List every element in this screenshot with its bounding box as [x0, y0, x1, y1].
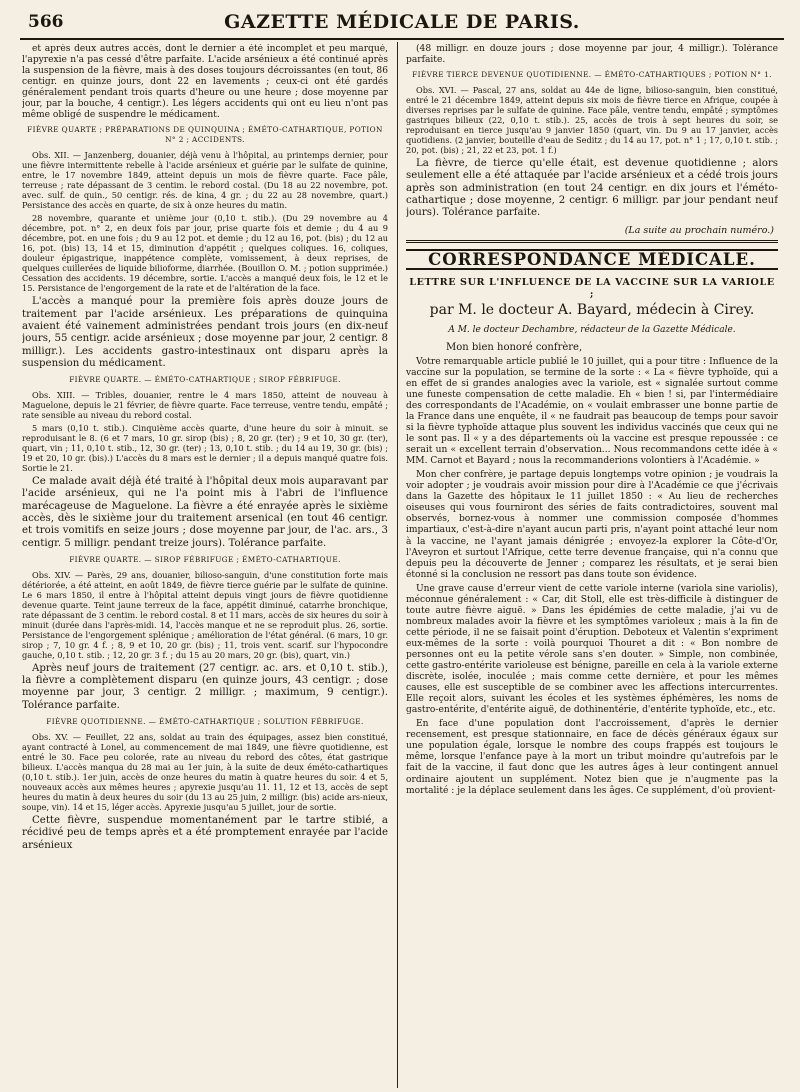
letter-paragraph: En face d'une population dont l'accroissement, d'après le dernier recensement, est presque stationnaire, en face de décès généraux égaux sur une population égale, lorsque le nombre des coups frappés est toujours le même, lorsque l'enfance paye à la mort un tribut moindre qu'autrefois par le fait de la vaccine, il faut donc que les autres âges à leur contingent annuel ordinaire ajoutent un supplément. Notez bien que je n'augmente pas la mortalité : je la déplace seulement dans les âges. Ce supplément, d'où provient- [406, 719, 778, 796]
observation-paragraph: 28 novembre, quarante et unième jour (0,10 t. stib.). (Du 29 novembre au 4 décembre, pot. n° 2, en deux fois par jour, prise quarte fois et demie ; du 4 au 9 décembre, pot. en une fois ; du 9 au 12 pot. et demie ; du 12 au 16, pot. (bis) ; du 12 au 16, pot. (bis) 13, 14 et 15, diminution d'appétit ; quelques coliques. 16, coliques, douleur épigastrique, inappétence complète, vomissement, à deux reprises, de quelques cuillerées de liquide bilioforme, diarrhée. (Bouillon O. M. ; potion supprimée.) Cessation des accidents. 19 décembre, sortie. L'accès a manqué deux fois, le 12 et le 15. Persistance de l'engorgement de la rate et de l'altération de la face. [22, 213, 388, 294]
letter-paragraph: Mon cher confrère, je partage depuis longtemps votre opinion ; je voudrais la voir adopter ; je voudrais avoir mission pour dire à l'Académie ce que j'écrivais dans la Gazette des hôpitaux le 11 juillet 1850 : « Au lieu de recherches oiseuses qui vous fourniront des séries de faits contradictoires, souvent mal observés, bornez-vous à nommer une commission composée d'hommes impartiaux, c'est-à-dire n'ayant aucun parti pris, n'ayant point attaché leur nom à la vaccine, ne l'ayant jamais dénigrée ; envoyez-la explorer la Côte-d'Or, l'Aveyron et surtout l'Afrique, cette terre devenue française, qui n'a connu que depuis peu la découverte de Jenner ; comparez les résultats, et je serai bien étonné si la conclusion ne ressort pas dans toute son évidence. [406, 470, 778, 580]
letter-paragraph: Une grave cause d'erreur vient de cette variole interne (variola sine variolis), méconnue généralement : « Car, dit Stoll, elle est très-difficile à distinguer de toute autre fièvre aiguë. » Dans les épidémies de cette maladie, j'ai vu de nombreux malades avoir la fièvre et les symptômes varioleux ; mais à la fin de cette période, il ne se faisait point d'éruption. Deboteux et Valentin s'expriment eux-mêmes de la sorte : voilà pourquoi Thouret a dit : « Bon nombre de personnes ont eu la petite vérole sans s'en douter. » Simple, non combinée, cette gastro-entérite varioleuse est bénigne, pareille en cela à la variole externe discrète, isolée, inoculée ; mais comme cette dernière, et pour les mêmes causes, elle est susceptible de se combiner avec les affections intercurrentes. Elle reçoit alors, suivant les écoles et les systèmes éphémères, les noms de gastro-entérite, d'entérite aiguë, de dothinentérie, d'entérite typhoïde, etc., etc. [406, 583, 778, 716]
section-separator [406, 240, 778, 243]
commentary-paragraph: Après neuf jours de traitement (27 centigr. ac. ars. et 0,10 t. stib.), la fièvre a complètement disparu (en quinze jours, 43 centigr. ; dose moyenne par jour, 3 centigr. 2 milligr. ; maximum, 9 centigr.). Tolérance parfaite. [22, 662, 388, 711]
letter-paragraph: Votre remarquable article publié le 10 juillet, qui a pour titre : Influence de la vaccine sur la population, se termine de la sorte : « La « fièvre typhoïde, qui a en effet de si grandes analogies avec la variole, est « signalée surtout comme une funeste compensation de cette maladie. Eh « bien ! si, par l'intermédiaire des correspondants de l'Académie, on « voulait embrasser une bonne partie de la France dans une enquête, il « ne faudrait pas beaucoup de temps pour savoir si la fièvre typhoïde attaque plus souvent les individus vaccinés que ceux qui ne le sont pas. Il « y a des départements où la vaccine est presque repoussée : ce serait un « excellent terrain d'observation... Nous recommandons cette idée à « MM. Carnot et Bayard ; nous la recommanderions volontiers à l'Académie. » [406, 356, 778, 467]
section-heading: FIÈVRE QUOTIDIENNE. — ÉMÉTO-CATHARTIQUE ; SOLUTION FÉBRIFUGE. [46, 717, 364, 727]
observation-paragraph: Obs. XIII. — Tribles, douanier, rentre le 4 mars 1850, atteint de nouveau à Maguelone, depuis le 21 février, de fièvre quarte. Face terreuse, ventre tendu, empâté ; rate sensible au niveau du rebord costal. [22, 390, 388, 421]
letter-author: par M. le docteur A. Bayard, médecin à Cirey. [429, 301, 755, 318]
section-heading: FIÈVRE TIERCE DEVENUE QUOTIDIENNE. — ÉMÉTO-CATHARTIQUES ; POTION N° 1. [412, 70, 772, 80]
commentary-paragraph: L'accès a manqué pour la première fois après douze jours de traitement par l'acide arsénieux. Les préparations de quinquina avaient été vainement administrées pendant trois jours (en dix-neuf jours, 55 centigr. acide arsénieux ; dose moyenne par jour, 2 centigr. 8 milligr.). Les accidents gastro-intestinaux ont disparu après la suspension du médicament. [22, 296, 388, 369]
observation-paragraph: 5 mars (0,10 t. stib.). Cinquième accès quarte, d'une heure du soir à minuit. se reproduisant le 8. (6 et 7 mars, 10 gr. sirop (bis) ; 8, 20 gr. (ter) ; 9 et 10, 30 gr. (ter), quart, vin ; 11, 0,10 t. stib., 12, 30 gr. (ter) ; 13, 0,10 t. stib. ; du 14 au 19, 30 gr. (bis) ; 19 et 20, 10 gr. (bis).) L'accès du 8 mars est le dernier ; il a depuis manqué quatre fois. Sortie le 21. [22, 423, 388, 474]
observation-paragraph: Obs. XIV. — Parès, 29 ans, douanier, bilioso-sanguin, d'une constitution forte mais détériorée, a été atteint, en août 1849, de fièvre tierce guérie par le sulfate de quinine. Le 6 mars 1850, il entre à l'hôpital atteint depuis vingt jours de fièvre quotidienne devenue quarte. Teint jaune terreux de la face, appétit diminué, catarrhe bronchique, rate dépassant de 3 centim. le rebord costal. 8 et 11 mars, accès de six heures du soir à minuit (durée dans l'après-midi. 14, l'accès manque et ne se reproduit plus. 26, sortie. Persistance de l'engorgement splénique ; amélioration de l'état général. (6 mars, 10 gr. sirop ; 7, 10 gr. 4 f. ; 8, 9 et 10, 20 gr. (bis) ; 11, trois vent. scarif. sur l'hypocondre gauche, 0,10 t. stib. ; 12, 20 gr. 3 f. ; du 15 au 20 mars, 20 gr. (bis), quart, vin.) [22, 569, 388, 660]
page-header [20, 8, 784, 40]
addressee: A M. le docteur Dechambre, rédacteur de la Gazette Médicale. [448, 324, 736, 335]
continued-note: (La suite au prochain numéro.) [624, 224, 774, 236]
observation-paragraph: Obs. XII. — Janzenberg, douanier, déjà venu à l'hôpital, au printemps dernier, pour une fièvre intermittente rebelle à l'acide arsénieux et guérie par le sulfate de quinine, entre, le 17 novembre 1849, atteint depuis un mois de fièvre quarte. Face pâle, terreuse ; rate dépassant de 3 centim. le rebord costal. (Du 18 au 22 novembre, pot. avec. sulf. de quin., 50 centigr. rés. de kina, 4 gr. ; du 22 au 28 novembre, quart.) Persistance des accès en quarte, de six à onze heures du matin. [22, 150, 388, 211]
journal-title: GAZETTE MÉDICALE DE PARIS. [224, 11, 580, 33]
commentary-paragraph: Ce malade avait déjà été traité à l'hôpital deux mois auparavant par l'acide arsénieux, qui ne l'a point mis à l'abri de l'influence marécageuse de Maguelone. La fièvre a été enrayée après le sixième accès, dès le sixième jour du traitement arsenical (en tout 46 centigr. et trois vomitifs en seize jours ; dose moyenne par jour, de l'ac. ars., 3 centigr. 5 milligr. pendant treize jours). Tolérance parfaite. [22, 476, 388, 549]
page-number: 566 [28, 12, 64, 32]
section-heading: FIÈVRE QUARTE ; PRÉPARATIONS DE QUINQUINA ; ÉMÉTO-CATHARTIQUE, POTION N° 2 ; ACCIDENTS. [27, 125, 383, 145]
commentary-paragraph: Cette fièvre, suspendue momentanément par le tartre stibié, a récidivé peu de temps après et a été promptement enrayée par l'acide arsénieux [22, 815, 388, 851]
paragraph: et après deux autres accès, dont le dernier a été incomplet et peu marqué, l'apyrexie n'a pas cessé d'être parfaite. L'acide arsénieux a été continué après la suspension de la fièvre, mais à des doses toujours décroissantes (en tout, 86 centigr. en quinze jours, dont 22 en lavements ; ceux-ci ont été gardés généralement pendant trois quarts d'heure ou une heure ; dose moyenne par jour, par la bouche, 4 centigr.). Les légers accidents qui ont eu lieu n'ont pas même obligé de suspendre le médicament. [22, 44, 388, 121]
left-column [22, 44, 388, 1088]
paragraph: (48 milligr. en douze jours ; dose moyenne par jour, 4 milligr.). Tolérance parfaite. [406, 44, 778, 66]
column-divider [397, 42, 398, 1088]
observation-paragraph: Obs. XVI. — Pascal, 27 ans, soldat au 44e de ligne, bilioso-sanguin, bien constitué, entré le 21 décembre 1849, atteint depuis six mois de fièvre tierce en Afrique, coupée à diverses reprises par le sulfate de quinine. Face pâle, ventre tendu, empâté ; symptômes gastriques bilieux (22, 0,10 t. stib.). 25, accès de trois à sept heures du soir, se reproduisant en tierce jusqu'au 9 janvier 1850 (quart, vin. Du 9 au 17 janvier, accès quotidiens. (2 janvier, bouteille d'eau de Seditz ; du 14 au 17, pot. n° 1 ; 17, 0,10 t. stib. ; 20, pot. (bis) ; 21, 22 et 23, pot. 1 f.) [406, 85, 778, 156]
section-heading: FIÈVRE QUARTE. — SIROP FÉBRIFUGE ; ÉMÉTO-CATHARTIQUE. [69, 554, 341, 564]
section-heading: FIÈVRE QUARTE. — ÉMÉTO-CATHARTIQUE ; SIROP FÉBRIFUGE. [69, 375, 341, 385]
letter-title: LETTRE SUR L'INFLUENCE DE LA VACCINE SUR LA VARIOLE ; [409, 276, 775, 300]
right-column [406, 44, 778, 1088]
commentary-paragraph: La fièvre, de tierce qu'elle était, est devenue quotidienne ; alors seulement elle a été attaquée par l'acide arsénieux et a cédé trois jours après son administration (en tout 24 centigr. en dix jours et l'éméto-cathartique ; dose moyenne, 2 centigr. 6 milligr. par jour pendant neuf jours). Tolérance parfaite. [406, 158, 778, 219]
section-title: CORRESPONDANCE MÉDICALE. [406, 249, 778, 270]
salutation: Mon bien honoré confrère, [446, 341, 583, 353]
observation-paragraph: Obs. XV. — Feuillet, 22 ans, soldat au train des équipages, assez bien constitué, ayant contracté à Lonel, au commencement de mai 1849, une fièvre quotidienne, est entré le 30. Face peu colorée, rate au niveau du rebord des côtes, état gastrique bilieux. L'accès manqua du 28 mai au 1er juin, à la suite de deux éméto-cathartiques (0,10 t. stib.). 1er juin, accès de onze heures du matin à quatre heures du soir. 4 et 5, nouveaux accès aux mêmes heures ; apyrexie jusqu'au 11. 11, 12 et 13, accès de sept heures du matin à deux heures du soir (du 13 au 25 juin, 2 milligr. (bis) acide ars-nieux, soupe, vin). 14 et 15, léger accès. Apyrexie jusqu'au 5 juillet, jour de sortie. [22, 732, 388, 813]
